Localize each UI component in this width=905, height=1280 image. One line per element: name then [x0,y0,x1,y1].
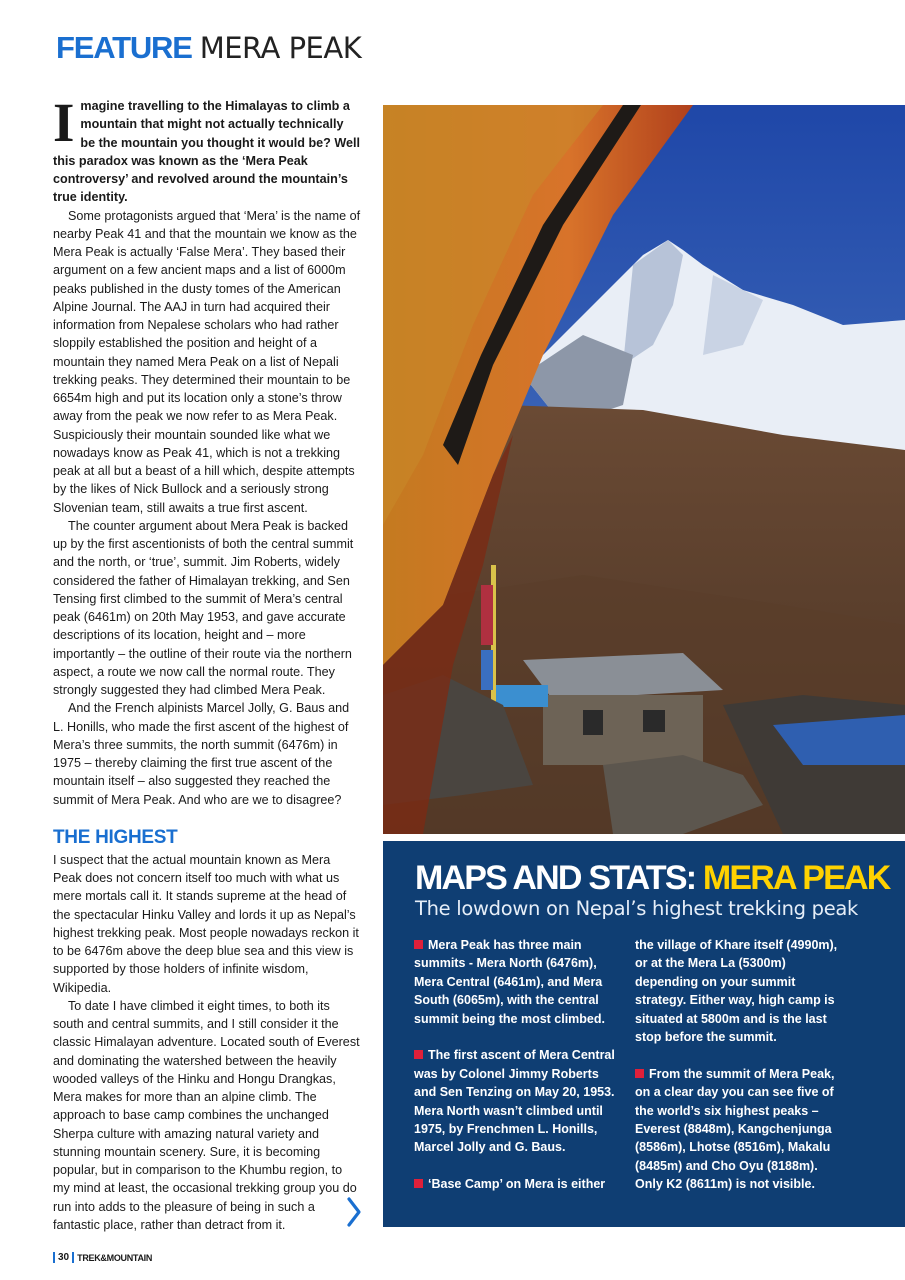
stats-column-right [635,936,840,1212]
subheading: THE HIGHEST [53,826,178,848]
feature-title: MERA PEAK [199,31,362,65]
page-header [56,30,361,70]
continue-chevron-icon [345,1196,363,1228]
maps-and-stats-box [383,841,905,1227]
bullet-square-icon [635,1069,644,1078]
section-label: FEATURE [56,30,192,65]
article-paragraph: And the French alpinists Marcel Jolly, G. Baus and L. Honills, who made the first ascent of the highest of Mera’s three summits, the north summit (6476m) in 1975 – thereby claiming the first true ascent of the mountain itself – also suggested they reached the summit of Mera Peak. And who are we to disagree? [53,701,350,807]
article-paragraph: Some protagonists argued that ‘Mera’ is the name of nearby Peak 41 and that the mountain we know as the Mera Peak is actually ‘False Mera’. They based their argument on a few ancient maps and a list of 6000m peaks published in the dusty tomes of the American Alpine Journal. The AAJ in turn had acquired their information from Nepalese scholars who had rather sloppily established the position and height of a mountain they named Mera Peak on a list of Nepali trekking peaks. They determined their mountain to be 6654m high and put its location only a stone’s throw away from the peak we now refer to as Mera Peak. Suspiciously their mountain sounded like what we nowadays know as Peak 41, which is not a trekking peak at all but a beast of a hill which, despite attempts by the likes of Nick Bullock and a seriously strong Slovenian team, still awaits a true first ascent. [53,208,361,515]
article-body [53,92,361,1234]
bullet-square-icon [414,940,423,949]
page-footer [53,1252,152,1263]
article-paragraph: I suspect that the actual mountain known as Mera Peak does not concern itself too much with what us mere mortals call it. It stands supreme at the head of the spectacular Hinku Valley and lords it up as Nepal’s highest trekking peak. Most people nowadays reckon it to be 6476m above the deep blue sea and this view is supported by those holders of infinite wisdom, Wikipedia. [53,852,359,995]
footer-divider [53,1252,55,1263]
stats-title [415,859,889,898]
article-paragraph: The counter argument about Mera Peak is backed up by the first ascentionists of both the central summit and the north, or ‘true’, summit. Jim Roberts, widely considered the father of Himalayan trekking, and Sen Tensing first climbed to the summit of Mera’s central peak (6461m) on 20th May 1953, and gave accurate descriptions of its location, height and – more importantly – the outline of their route via the northern aspect, a route we now call the normal route. They strongly suggested they had climbed Mera Peak. [53,518,354,697]
stats-item: Mera Peak has three main summits - Mera North (6476m), Mera Central (6461m), and Mera South (6065m), with the central summit being the most climbed. [414,938,605,1026]
footer-divider [72,1252,74,1263]
stats-title-prefix: MAPS AND STATS: [415,859,703,897]
stats-column-left [414,936,619,1212]
stats-item: the village of Khare itself (4990m), or at the Mera La (5300m) depending on your summit strategy. Either way, high camp is situated at 5800m and is the last stop before the summit. [635,938,838,1045]
magazine-name: TREK&MOUNTAIN [77,1252,153,1263]
bullet-square-icon [414,1050,423,1059]
bullet-square-icon [414,1179,423,1188]
page-number: 30 [58,1252,70,1263]
stats-item: From the summit of Mera Peak, on a clear day you can see five of the world’s six highest peaks – Everest (8848m), Kangchenjunga (8586m), Lhotse (8516m), Makalu (8485m) and Cho Oyu (8188m). Only K2 (8611m) is not visible. [635,1066,835,1192]
stats-item: ‘Base Camp’ on Mera is either [414,1175,619,1193]
mountain-photo [383,105,905,834]
stats-subtitle: The lowdown on Nepal’s highest trekking peak [415,897,859,920]
intro-text: magine travelling to the Himalayas to climb a mountain that might not actually technically be the mountain you thought it would be? Well this paradox was known as the ‘Mera Peak controversy’ and revolved around the mountain’s true identity. [53,99,361,205]
article-paragraph: To date I have climbed it eight times, to both its south and central summits, and I still consider it the classic Himalayan adventure. Located south of Everest and dominating the watershed between the heavily wooded valleys of the Hinku and Hongu Drangkas, Mera makes for more than an alpine climb. The approach to base camp combines the unchanged Sherpa culture with amazing natural variety and stunning mountain scenery. Sure, it is becoming popular, but in comparison to the Khumbu region, to my mind at least, the occasional trekking group you do run into adds to the pleasure of being in such a fantastic place, rather than detract from it. [53,998,360,1232]
stats-title-highlight: MERA PEAK [702,859,890,897]
drop-cap: I [53,92,75,153]
intro-paragraph [53,92,361,207]
stats-item: The first ascent of Mera Central was by Colonel Jimmy Roberts and Sen Tenzing on May 20, 1953. Mera North wasn’t climbed until 1975, by Frenchmen L. Honills, Marcel Jolly and G. Baus. [414,1048,615,1155]
